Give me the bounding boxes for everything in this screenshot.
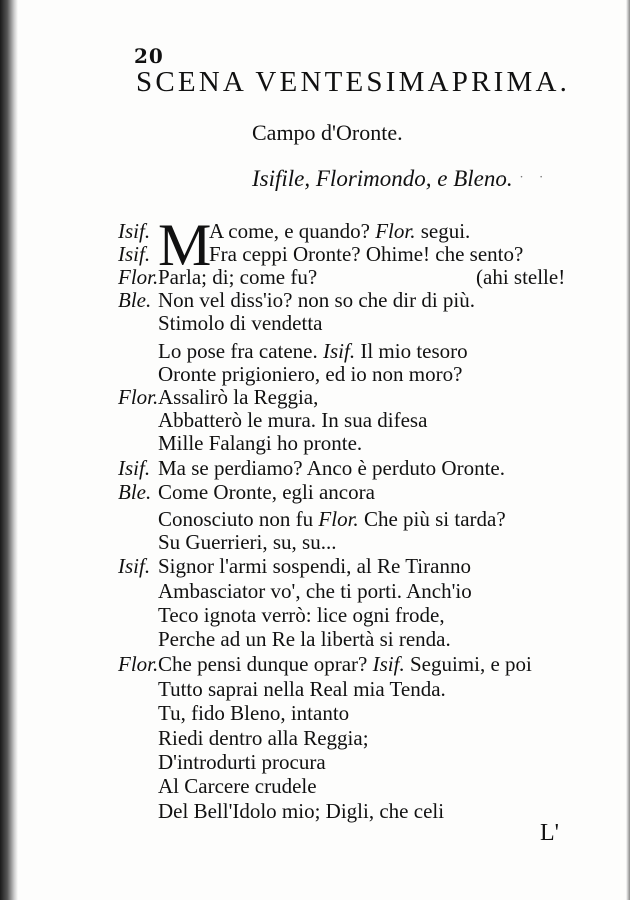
line-text: Non vel diss'io? non so che dir di più. [158,288,475,312]
dialogue-line [118,751,326,774]
line-text: D'introdurti procura [158,750,326,774]
dialogue-line [118,678,446,701]
dialogue-line [118,481,375,504]
line-text-after: Seguimi, e poi [409,652,532,676]
line-text: Come Oronte, egli ancora [158,480,375,504]
line-text: Del Bell'Idolo mio; Digli, che celi [158,799,445,823]
line-text: A come, e quando? [209,219,370,243]
line-text: Parla; di; come fu? [158,265,318,289]
drop-cap: M [158,212,212,278]
dialogue-line [118,604,445,627]
dialogue-line [118,653,532,676]
dialogue-line [118,312,322,335]
speaker-label: Flor. [118,265,159,289]
binding-shadow [0,0,18,900]
line-text: Conosciuto non fu [158,507,314,531]
line-text: Ma se perdiamo? Anco è perduto Oronte. [158,456,505,480]
scene-setting: Campo d'Oronte. [252,120,403,145]
line-text: Tutto saprai nella Real mia Tenda. [158,677,446,701]
scene-cast: Isifile, Florimondo, e Bleno. [252,166,513,191]
inline-speaker: Flor. [318,507,359,531]
dialogue-line [118,800,444,823]
line-text: Su Guerrieri, su, su... [158,530,337,554]
dialogue-line [118,531,336,554]
dialogue-line [118,243,523,266]
line-text: Stimolo di vendetta [158,311,323,335]
line-text: Tu, fido Bleno, intanto [158,701,350,725]
line-text: Lo pose fra catene. [158,339,318,363]
line-text: Al Carcere crudele [158,774,317,798]
dialogue-line [118,727,369,750]
dialogue-line [118,508,506,531]
speaker-label: Isif. [118,219,151,243]
line-text: Riedi dentro alla Reggia; [158,726,369,750]
line-text: Perche ad un Re la libertà si renda. [158,627,451,651]
dialogue-line [118,289,475,312]
line-text-after: Il mio tesoro [360,339,468,363]
dialogue-line [118,432,362,455]
speaker-label: Ble. [118,288,152,312]
dialogue-line [118,555,471,578]
inline-speaker: Flor. [375,219,416,243]
page-number: 20 [134,44,164,68]
line-text: Signor l'armi sospendi, al Re Tiranno [158,554,471,578]
line-text-after: segui. [420,219,471,243]
speaker-label: Isif. [118,242,151,266]
dialogue-line [118,702,349,725]
inline-speaker: Isif. [372,652,405,676]
line-text: Fra ceppi Oronte? Ohime! che sento? [209,242,524,266]
dialogue-line [118,266,317,289]
print-specks: · · · [500,170,550,184]
dialogue-line [118,386,318,409]
scene-title: SCENA VENTESIMAPRIMA. [136,66,571,98]
speaker-label: Flor. [118,385,159,409]
line-text: Teco ignota verrò: lice ogni frode, [158,603,445,627]
line-text: Che pensi dunque oprar? [158,652,368,676]
dialogue-line [118,775,317,798]
line-text: Assalirò la Reggia, [158,385,319,409]
catchword: L' [540,820,559,846]
dialogue-line [118,409,427,432]
line-text: Abbatterò le mura. In sua difesa [158,408,428,432]
speaker-label: Ble. [118,480,152,504]
dialogue-line [118,580,472,603]
line-text: Mille Falangi ho pronte. [158,431,363,455]
speaker-label: Isif. [118,456,151,480]
speaker-label: Isif. [118,554,151,578]
page-edge [626,0,630,900]
line-text: Oronte prigioniero, ed io non moro? [158,362,463,386]
dialogue-line [118,363,462,386]
aside-text: (ahi stelle! [476,265,566,289]
dialogue-line [118,628,451,651]
line-text: Ambasciator vo', che ti porti. Anch'io [158,579,472,603]
dialogue-line [118,457,505,480]
dialogue-line [118,340,468,363]
inline-speaker: Isif. [323,339,356,363]
line-text-after: Che più si tarda? [363,507,506,531]
speaker-label: Flor. [118,652,159,676]
